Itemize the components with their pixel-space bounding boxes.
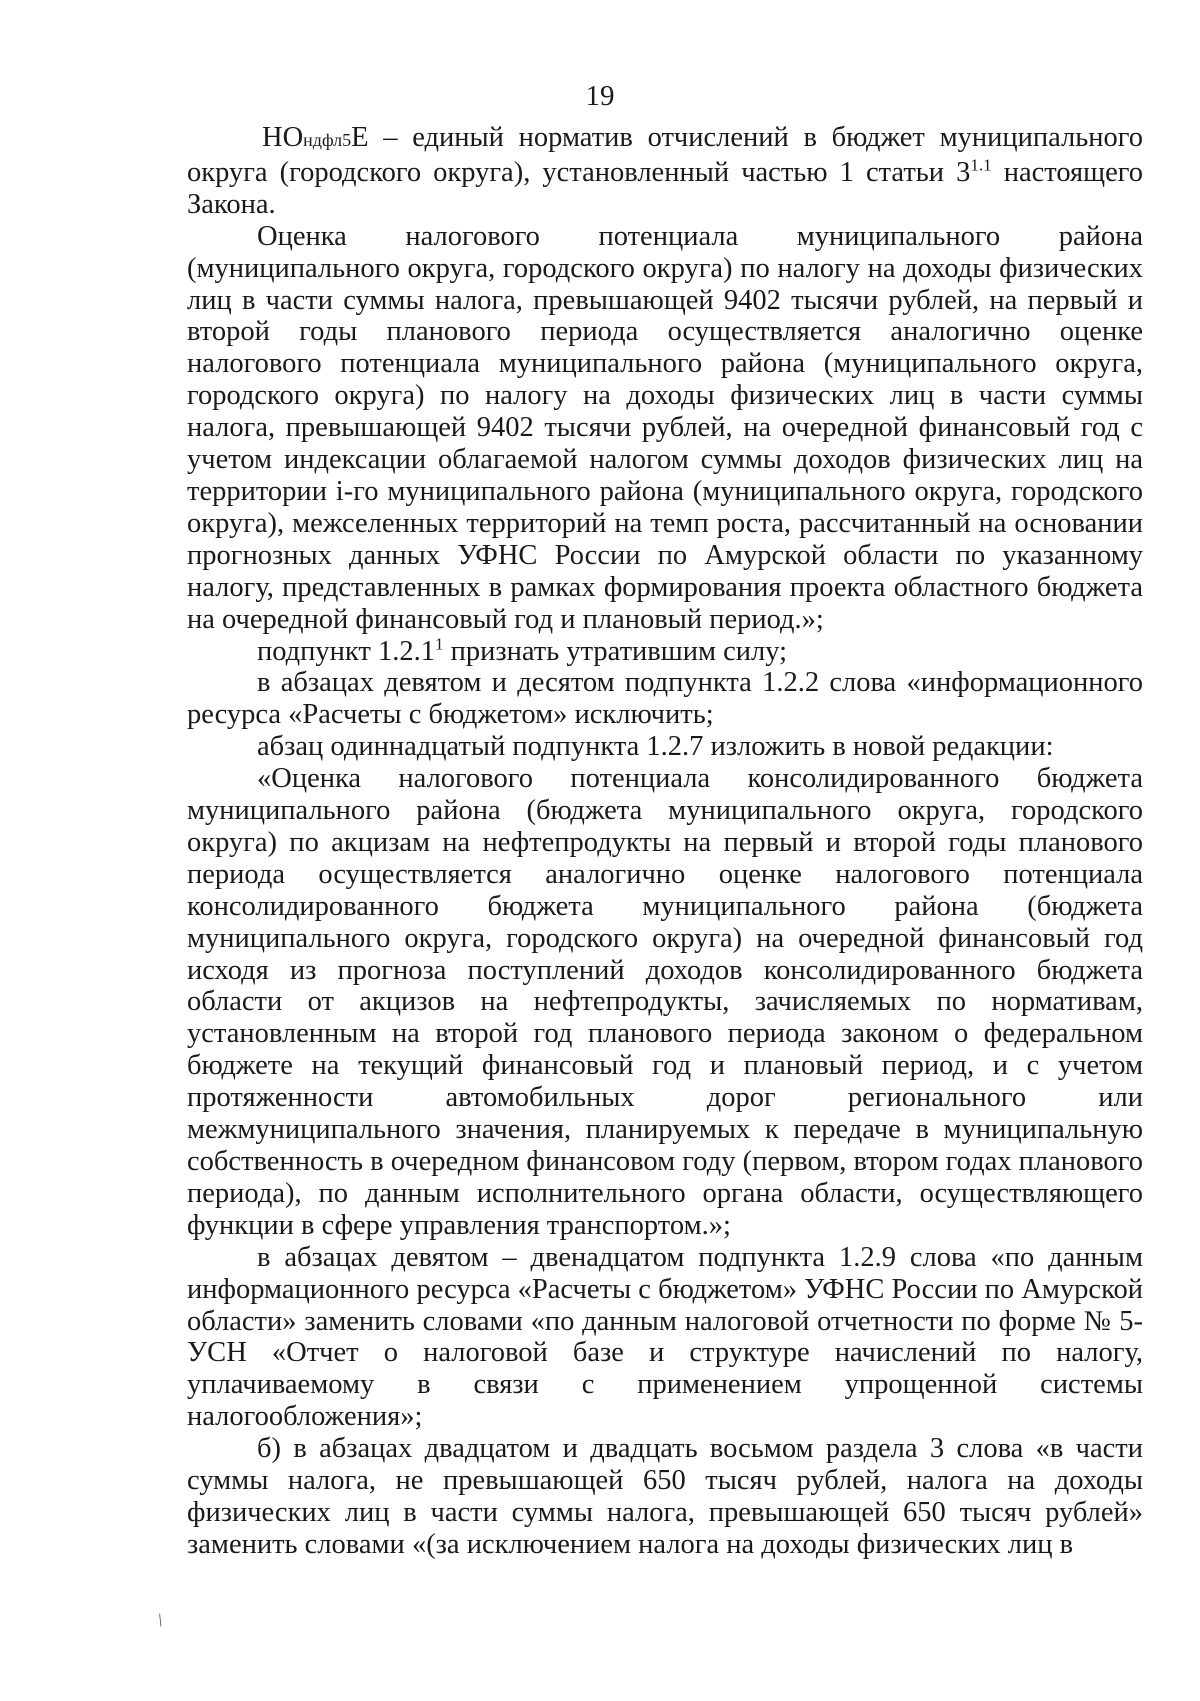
subpoint-superscript: 1 — [435, 634, 444, 653]
formula-definition-text-end: настоящего Закона. — [187, 156, 1143, 220]
formula-symbol — [262, 122, 369, 153]
document-body — [187, 122, 1143, 1561]
paragraph-amend-1-2-7: абзац одиннадцатый подпункта 1.2.7 изложить в новой редакции: — [257, 731, 1054, 763]
formula-symbol-index: 5 — [342, 130, 352, 150]
paragraph-formula-definition — [187, 122, 1143, 221]
formula-symbol-main: НО — [262, 122, 304, 153]
paragraph-amend-1-2-2: в абзацах девятом и десятом подпункта 1.2.2 слова «информационного ресурса «Расчеты с бюджетом» исключить; — [187, 667, 1143, 731]
paragraph-excise-assessment: «Оценка налогового потенциала консолидированного бюджета муниципального района (бюджета муниципального округа, городского округа) по акцизам на нефтепродукты на первый и второй годы планового периода осуществляется аналогично оценке налогового потенциала консолидированного бюджета муниципального района (бюджета муниципального округа, городского округа) на очередной финансовый год исходя из прогноза поступлений доходов консолидированного бюджета области от акцизов на нефтепродукты, зачисляемых по нормативам, установленным на второй год планового периода законом о федеральном бюджете на текущий финансовый год и плановый период, и с учетом протяженности автомобильных дорог регионального или межмуниципального значения, планируемых к передаче в муниципальную собственность в очередном финансовом году (первом, втором годах планового периода), по данным исполнительного органа области, осуществляющего функции в сфере управления транспортом.»; — [187, 763, 1143, 1241]
subpoint-text: подпункт 1.2.1 — [257, 635, 435, 667]
paragraph-ndfl-assessment: Оценка налогового потенциала муниципального района (муниципального округа, городского округа) по налогу на доходы физических лиц в части суммы налога, превышающей 9402 тысячи рублей, на первый и второй годы планового периода осуществляется аналогично оценке налогового потенциала муниципального района (муниципального округа, городского округа) по налогу на доходы физических лиц в части суммы налога, превышающей 9402 тысячи рублей, на очередной финансовый год с учетом индексации облагаемой налогом суммы доходов физических лиц на территории i-го муниципального района (муниципального округа, городского округа), межселенных территорий на темп роста, рассчитанный на основании прогнозных данных УФНС России по Амурской области по указанному налогу, представленных в рамках формирования проекта областного бюджета на очередной финансовый год и плановый период.»; — [187, 220, 1143, 635]
formula-definition-text: – единый норматив отчислений в бюджет муниципального округа (городского округа), установленный частью 1 статьи 3 — [187, 122, 1143, 188]
stray-pen-mark: / — [153, 1609, 167, 1631]
page-number: 19 — [585, 80, 615, 112]
article-superscript: 1.1 — [970, 155, 992, 175]
subpoint-text-end: признать утратившим силу; — [443, 635, 788, 667]
paragraph-amend-section-3: б) в абзацах двадцатом и двадцать восьмом раздела 3 слова «в части суммы налога, не превышающей 650 тысяч рублей, налога на доходы физических лиц в части суммы налога, превышающей 650 тысяч рублей» заменить словами «(за исключением налога на доходы физических лиц в — [187, 1433, 1143, 1560]
paragraph-subpoint-repeal — [187, 636, 1143, 668]
formula-symbol-subscript: ндфл — [303, 130, 343, 150]
paragraph-amend-1-2-9: в абзацах девятом – двенадцатом подпункта 1.2.9 слова «по данным информационного ресурса «Расчеты с бюджетом» УФНС России по Амурской области» заменить словами «по данным налоговой отчетности по форме № 5-УСН «Отчет о налоговой базе и структуре начислений по налогу, уплачиваемому в связи с применением упрощенной системы налогообложения»; — [187, 1241, 1143, 1433]
formula-symbol-tail: Е — [351, 122, 369, 153]
